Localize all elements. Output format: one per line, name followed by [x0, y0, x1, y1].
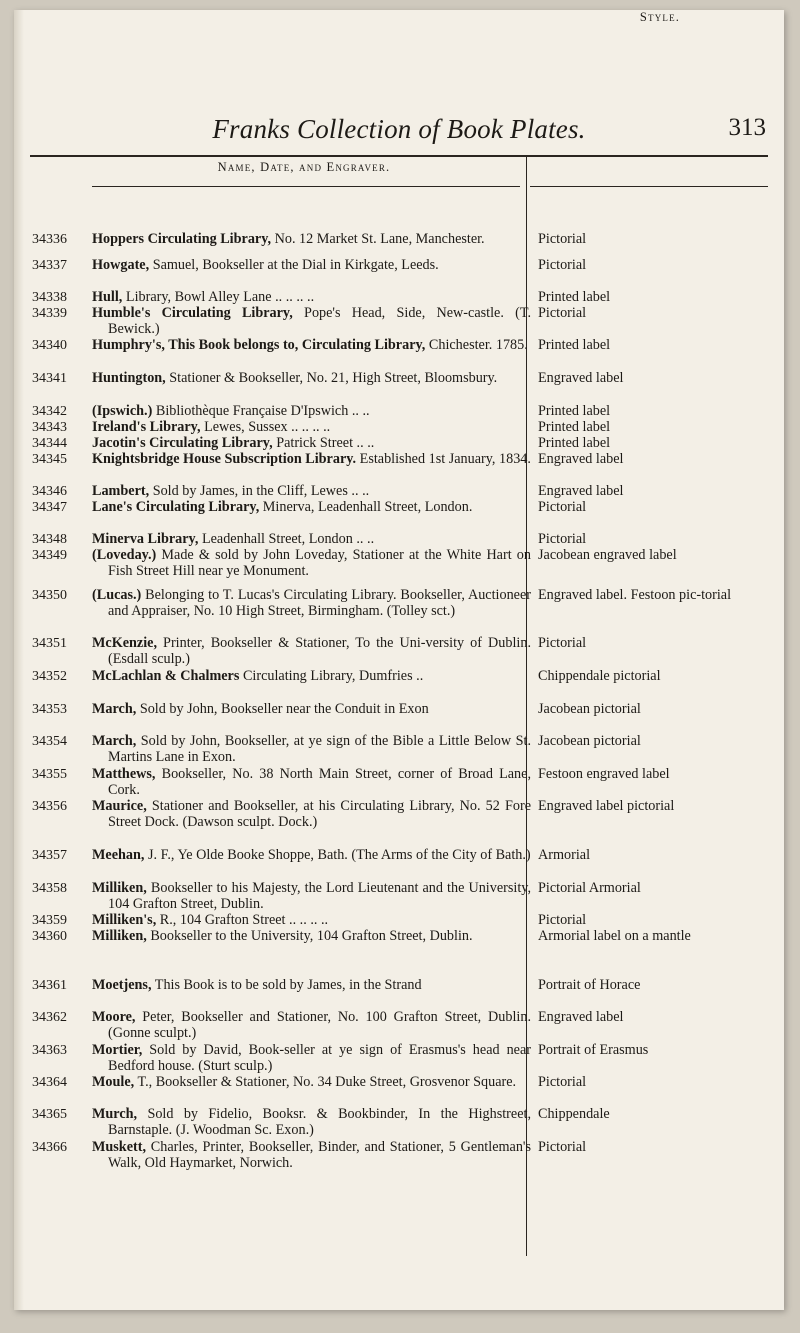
entry-number: 34348 — [32, 532, 67, 547]
entry-details: Stationer & Bookseller, No. 21, High Street, Bloomsbury. — [165, 370, 498, 386]
entry-name: Howgate, — [92, 257, 150, 273]
entry-number: 34349 — [32, 548, 67, 563]
entry-number: 34350 — [32, 588, 67, 603]
entry-name: Hoppers Circulating Library, — [92, 231, 272, 247]
entry-style: Pictorial — [538, 531, 587, 547]
entry-number: 34352 — [32, 669, 67, 684]
entry-number: 34353 — [32, 702, 67, 717]
entry-name: Jacotin's Circulating Library, — [92, 435, 273, 451]
entry-name: McLachlan & Chalmers — [92, 668, 240, 684]
entry-name: Milliken, — [92, 880, 147, 896]
entry-style: Printed label — [538, 419, 611, 435]
entry-name: Muskett, — [92, 1139, 146, 1155]
entry-number: 34362 — [32, 1010, 67, 1025]
entry-style: Printed label — [538, 435, 611, 451]
entry-number: 34355 — [32, 767, 67, 782]
entry-details: Samuel, Bookseller at the Dial in Kirkgate, Leeds. — [149, 257, 439, 273]
entry-style: Pictorial — [538, 1074, 587, 1090]
entry-number: 34343 — [32, 420, 67, 435]
entry-description — [92, 881, 531, 912]
entry-style: Pictorial — [538, 1139, 587, 1155]
entry-style: Pictorial — [538, 499, 587, 515]
entry-name: Humphry's, This Book belongs to, Circulating Library, — [92, 337, 426, 353]
entry-description — [92, 669, 531, 685]
entry-details: This Book is to be sold by James, in the Strand — [151, 977, 422, 993]
entry-number: 34366 — [32, 1140, 67, 1155]
entry-number: 34358 — [32, 881, 67, 896]
entry-style: Engraved label — [538, 370, 624, 386]
entry-details: Bibliothèque Française D'Ipswich .. .. — [152, 403, 370, 419]
column-heading-style: Style. — [639, 10, 681, 24]
entry-style: Jacobean engraved label — [538, 547, 677, 563]
entry-name: Humble's Circulating Library, — [92, 305, 293, 321]
entry-details: Sold by David, Book-seller at ye sign of Erasmus's head near Bedford house. (Sturt sculp.) — [108, 1042, 531, 1074]
entry-style: Pictorial — [538, 912, 587, 928]
entry-number: 34337 — [32, 258, 67, 273]
entry-description — [92, 404, 531, 420]
entry-name: Maurice, — [92, 798, 147, 814]
entry-details: No. 12 Market St. Lane, Manchester. — [271, 231, 485, 247]
entry-details: Peter, Bookseller and Stationer, No. 100 Grafton Street, Dublin. (Gonne sculpt.) — [108, 1009, 531, 1041]
entry-number: 34351 — [32, 636, 67, 651]
entry-description — [92, 913, 531, 929]
column-heading-rule — [92, 186, 520, 187]
entry-number: 34359 — [32, 913, 67, 928]
entry-description — [92, 436, 531, 452]
entry-description — [92, 258, 531, 274]
entry-details: T., Bookseller & Stationer, No. 34 Duke Street, Grosvenor Square. — [134, 1074, 517, 1090]
entry-number: 34344 — [32, 436, 67, 451]
book-page — [14, 10, 784, 1310]
entry-details: J. F., Ye Olde Booke Shoppe, Bath. (The Arms of the City of Bath.) — [144, 847, 531, 863]
entry-style: Portrait of Horace — [538, 977, 641, 993]
entry-name: Moore, — [92, 1009, 136, 1025]
entry-details: Minerva, Leadenhall Street, London. — [259, 499, 473, 515]
entry-name: Hull, — [92, 289, 123, 305]
entry-style: Printed label — [538, 289, 611, 305]
header-rule — [30, 155, 768, 157]
running-head — [14, 110, 784, 150]
entry-details: Charles, Printer, Bookseller, Binder, and Stationer, 5 Gentleman's Walk, Old Haymarket, Norwich. — [108, 1139, 531, 1171]
entry-style: Chippendale — [538, 1106, 610, 1122]
entry-name: Huntington, — [92, 370, 166, 386]
entry-description — [92, 1075, 531, 1091]
entry-name: Knightsbridge House Subscription Library. — [92, 451, 357, 467]
entry-style: Printed label — [538, 403, 611, 419]
entry-style: Printed label — [538, 337, 611, 353]
entry-style: Engraved label — [538, 451, 624, 467]
entry-details: Made & sold by John Loveday, Stationer at the White Hart on Fish Street Hill near ye Monument. — [108, 547, 531, 579]
entry-number: 34364 — [32, 1075, 67, 1090]
entry-name: Mortier, — [92, 1042, 143, 1058]
entry-style: Engraved label — [538, 1009, 624, 1025]
entry-description — [92, 420, 531, 436]
entry-description — [92, 734, 531, 765]
entry-name: Lane's Circulating Library, — [92, 499, 260, 515]
entry-description — [92, 306, 531, 337]
entry-name: (Lucas.) — [92, 587, 142, 603]
entry-name: (Ipswich.) — [92, 403, 153, 419]
entry-description — [92, 767, 531, 798]
entry-name: Murch, — [92, 1106, 138, 1122]
entry-number: 34336 — [32, 232, 67, 247]
entry-style: Armorial — [538, 847, 591, 863]
entry-number: 34365 — [32, 1107, 67, 1122]
entry-details: Lewes, Sussex .. .. .. .. — [200, 419, 331, 435]
entry-description — [92, 532, 531, 548]
entry-details: Bookseller to his Majesty, the Lord Lieutenant and the University, 104 Grafton Street, Dublin. — [108, 880, 531, 912]
entry-name: McKenzie, — [92, 635, 157, 651]
entry-name: Ireland's Library, — [92, 419, 201, 435]
entry-number: 34363 — [32, 1043, 67, 1058]
entry-style: Engraved label — [538, 483, 624, 499]
entry-details: R., 104 Grafton Street .. .. .. .. — [156, 912, 329, 928]
running-title: Franks Collection of Book Plates. — [212, 114, 586, 144]
entry-details: Library, Bowl Alley Lane .. .. .. .. — [122, 289, 315, 305]
entry-style: Pictorial — [538, 257, 587, 273]
entry-number: 34356 — [32, 799, 67, 814]
entry-name: Moule, — [92, 1074, 135, 1090]
entry-description — [92, 1140, 531, 1171]
entry-details: Stationer and Bookseller, at his Circulating Library, No. 52 Fore Street Dock. (Dawson sculpt. Dock.) — [108, 798, 531, 830]
entry-name: Milliken's, — [92, 912, 157, 928]
entry-style: Festoon engraved label — [538, 766, 670, 782]
entry-name: Matthews, — [92, 766, 156, 782]
entry-number: 34360 — [32, 929, 67, 944]
entry-number: 34341 — [32, 371, 67, 386]
entry-description — [92, 929, 531, 945]
entry-number: 34346 — [32, 484, 67, 499]
entry-number: 34342 — [32, 404, 67, 419]
entry-description — [92, 702, 531, 718]
page-number: 313 — [728, 114, 766, 141]
entry-details: Chichester. 1785. — [425, 337, 528, 353]
entry-description — [92, 1107, 531, 1138]
entry-number: 34339 — [32, 306, 67, 321]
entry-number: 34347 — [32, 500, 67, 515]
entry-description — [92, 484, 531, 500]
entry-details: Established 1st January, 1834. — [356, 451, 531, 467]
entry-description — [92, 1010, 531, 1041]
entry-description — [92, 452, 531, 468]
entry-description — [92, 636, 531, 667]
entry-description — [92, 548, 531, 579]
entry-name: Minerva Library, — [92, 531, 199, 547]
entry-name: Lambert, — [92, 483, 150, 499]
entry-name: (Loveday.) — [92, 547, 157, 563]
entry-style: Engraved label pictorial — [538, 798, 675, 814]
entry-name: Moetjens, — [92, 977, 152, 993]
entry-name: March, — [92, 701, 137, 717]
entry-details: Leadenhall Street, London .. .. — [198, 531, 375, 547]
entry-description — [92, 338, 531, 354]
entry-details: Circulating Library, Dumfries .. — [239, 668, 424, 684]
entry-description — [92, 848, 531, 864]
entry-details: Sold by John, Bookseller, at ye sign of the Bible a Little Below St. Martins Lane in Exon. — [108, 733, 531, 765]
entry-description — [92, 1043, 531, 1074]
entry-style: Jacobean pictorial — [538, 733, 641, 749]
entry-name: Meehan, — [92, 847, 145, 863]
entry-style: Portrait of Erasmus — [538, 1042, 649, 1058]
entry-description — [92, 588, 531, 619]
entry-details: Sold by James, in the Cliff, Lewes .. .. — [149, 483, 370, 499]
entry-number: 34338 — [32, 290, 67, 305]
entry-style: Jacobean pictorial — [538, 701, 641, 717]
entry-details: Sold by John, Bookseller near the Conduit in Exon — [136, 701, 429, 717]
entry-details: Pope's Head, Side, New-castle. (T. Bewick.) — [108, 305, 532, 337]
entry-details: Bookseller, No. 38 North Main Street, corner of Broad Lane, Cork. — [108, 766, 531, 798]
entry-style: Engraved label. Festoon pic-torial — [538, 587, 732, 603]
entry-style: Pictorial — [538, 635, 587, 651]
entry-description — [92, 978, 531, 994]
entry-number: 34340 — [32, 338, 67, 353]
entry-number: 34345 — [32, 452, 67, 467]
entry-description — [92, 232, 531, 248]
entry-name: Milliken, — [92, 928, 147, 944]
entry-details: Printer, Bookseller & Stationer, To the Uni-versity of Dublin. (Esdall sculp.) — [108, 635, 531, 667]
entry-style: Pictorial — [538, 231, 587, 247]
entry-number: 34357 — [32, 848, 67, 863]
entry-style: Chippendale pictorial — [538, 668, 661, 684]
entry-description — [92, 799, 531, 830]
entry-details: Patrick Street .. .. — [272, 435, 375, 451]
entry-style: Pictorial — [538, 305, 587, 321]
entry-details: Belonging to T. Lucas's Circulating Library. Bookseller, Auctioneer and Appraiser, No. 10 High Street, Birmingham. (Tolley sct.) — [108, 587, 531, 619]
entry-number: 34361 — [32, 978, 67, 993]
entry-number: 34354 — [32, 734, 67, 749]
entry-style: Pictorial Armorial — [538, 880, 641, 896]
column-heading-rule-style — [530, 186, 768, 187]
column-heading-name: Name, Date, and Engraver. — [217, 160, 391, 174]
entry-description — [92, 371, 531, 387]
entry-details: Sold by Fidelio, Booksr. & Bookbinder, In the Highstreet, Barnstaple. (J. Woodman Sc. Exon.) — [108, 1106, 531, 1138]
entry-description — [92, 290, 531, 306]
entry-name: March, — [92, 733, 137, 749]
entry-style: Armorial label on a mantle — [538, 928, 691, 944]
entry-description — [92, 500, 531, 516]
entry-details: Bookseller to the University, 104 Grafton Street, Dublin. — [146, 928, 473, 944]
